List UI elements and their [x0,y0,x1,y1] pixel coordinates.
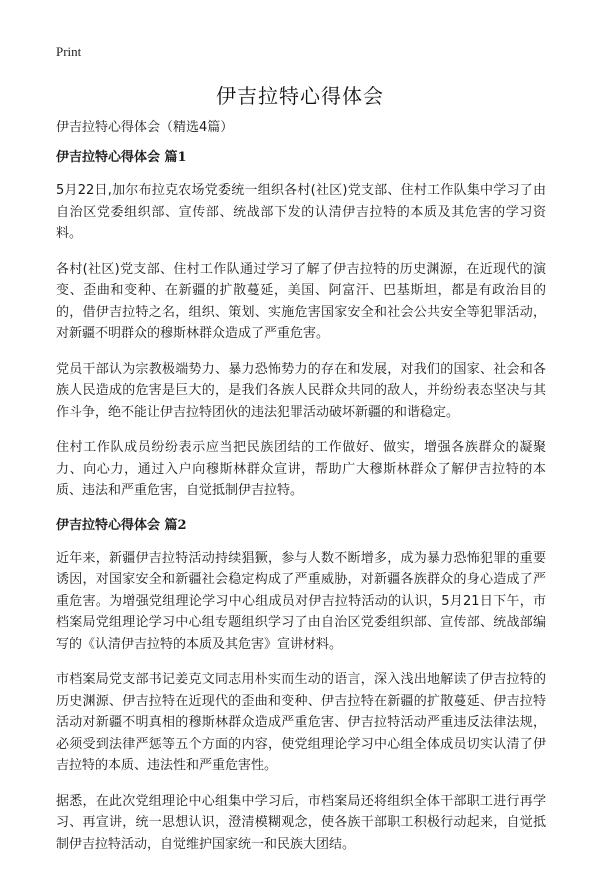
document-subtitle: 伊吉拉特心得体会（精选4篇） [56,120,234,135]
section-1-paragraph-2: 各村(社区)党支部、住村工作队通过学习了解了伊吉拉特的历史渊源，在近现代的演变、歪曲和变种、在新疆的扩散蔓延，美国、阿富汗、巴基斯坦，都是有政治目的的，借伊吉拉特之名，组织、策划、实施危害国家安全和社会公共安全等犯罪活动，对新疆不明群众的穆斯林群众造成了严重危害。 [56,261,546,341]
section-2-paragraph-3: 据悉，在此次党组理论中心组集中学习后，市档案局还将组织全体干部职工进行再学习、再宣讲，统一思想认识，澄清模糊观念，使各族干部职工积极行动起来，自觉抵制伊吉拉特活动，自觉维护国家统一和民族大团结。 [56,793,546,852]
print-link[interactable]: Print [56,44,82,59]
document-body [56,118,546,869]
section-2-paragraph-1: 近年来，新疆伊吉拉特活动持续猖獗，参与人数不断增多，成为暴力恐怖犯罪的重要诱因，对国家安全和新疆社会稳定构成了严重威胁，对新疆各族群众的身心造成了严重危害。为增强党组理论学习中心组成员对伊吉拉特活动的认识，5月21日下午，市档案局党组理论学习中心组专题组织学习了由自治区党委组织部、宣传部、统战部编写的《认清伊吉拉特的本质及其危害》宣讲材料。 [56,550,546,652]
section-1-paragraph-1: 5月22日,加尔布拉克农场党委统一组织各村(社区)党支部、住村工作队集中学习了由自治区党委组织部、宣传部、统战部下发的认清伊吉拉特的本质及其危害的学习资料。 [56,183,546,241]
section-1-paragraph-4: 住村工作队成员纷纷表示应当把民族团结的工作做好、做实，增强各族群众的凝聚力、向心力，通过入户向穆斯林群众宣讲，帮助广大穆斯林群众了解伊吉拉特的本质、违法和严重危害，自觉抵制伊吉拉特。 [56,440,546,498]
document-title: 伊吉拉特心得体会 [216,84,384,108]
section-heading-1: 伊吉拉特心得体会 篇1 [56,150,187,165]
section-heading-2: 伊吉拉特心得体会 篇2 [56,517,187,533]
section-2-paragraph-2: 市档案局党支部书记姜克文同志用朴实而生动的语言，深入浅出地解读了伊吉拉特的历史渊源、伊吉拉特在近现代的歪曲和变种、伊吉拉特在新疆的扩散蔓延、伊吉拉特活动对新疆不明真相的穆斯林群众造成严重危害、伊吉拉特活动严重违反法律法规，必须受到法律严惩等五个方面的内容，使党组理论学习中心组全体成员切实认清了伊吉拉特的本质、违法性和严重危害性。 [56,672,546,773]
section-1-paragraph-3: 党员干部认为宗教极端势力、暴力恐怖势力的存在和发展，对我们的国家、社会和各族人民造成的危害是巨大的，是我们各族人民群众共同的敌人，并纷纷表态坚决与其作斗争，绝不能让伊吉拉特团伙的违法犯罪活动破坏新疆的和谐稳定。 [56,361,546,420]
